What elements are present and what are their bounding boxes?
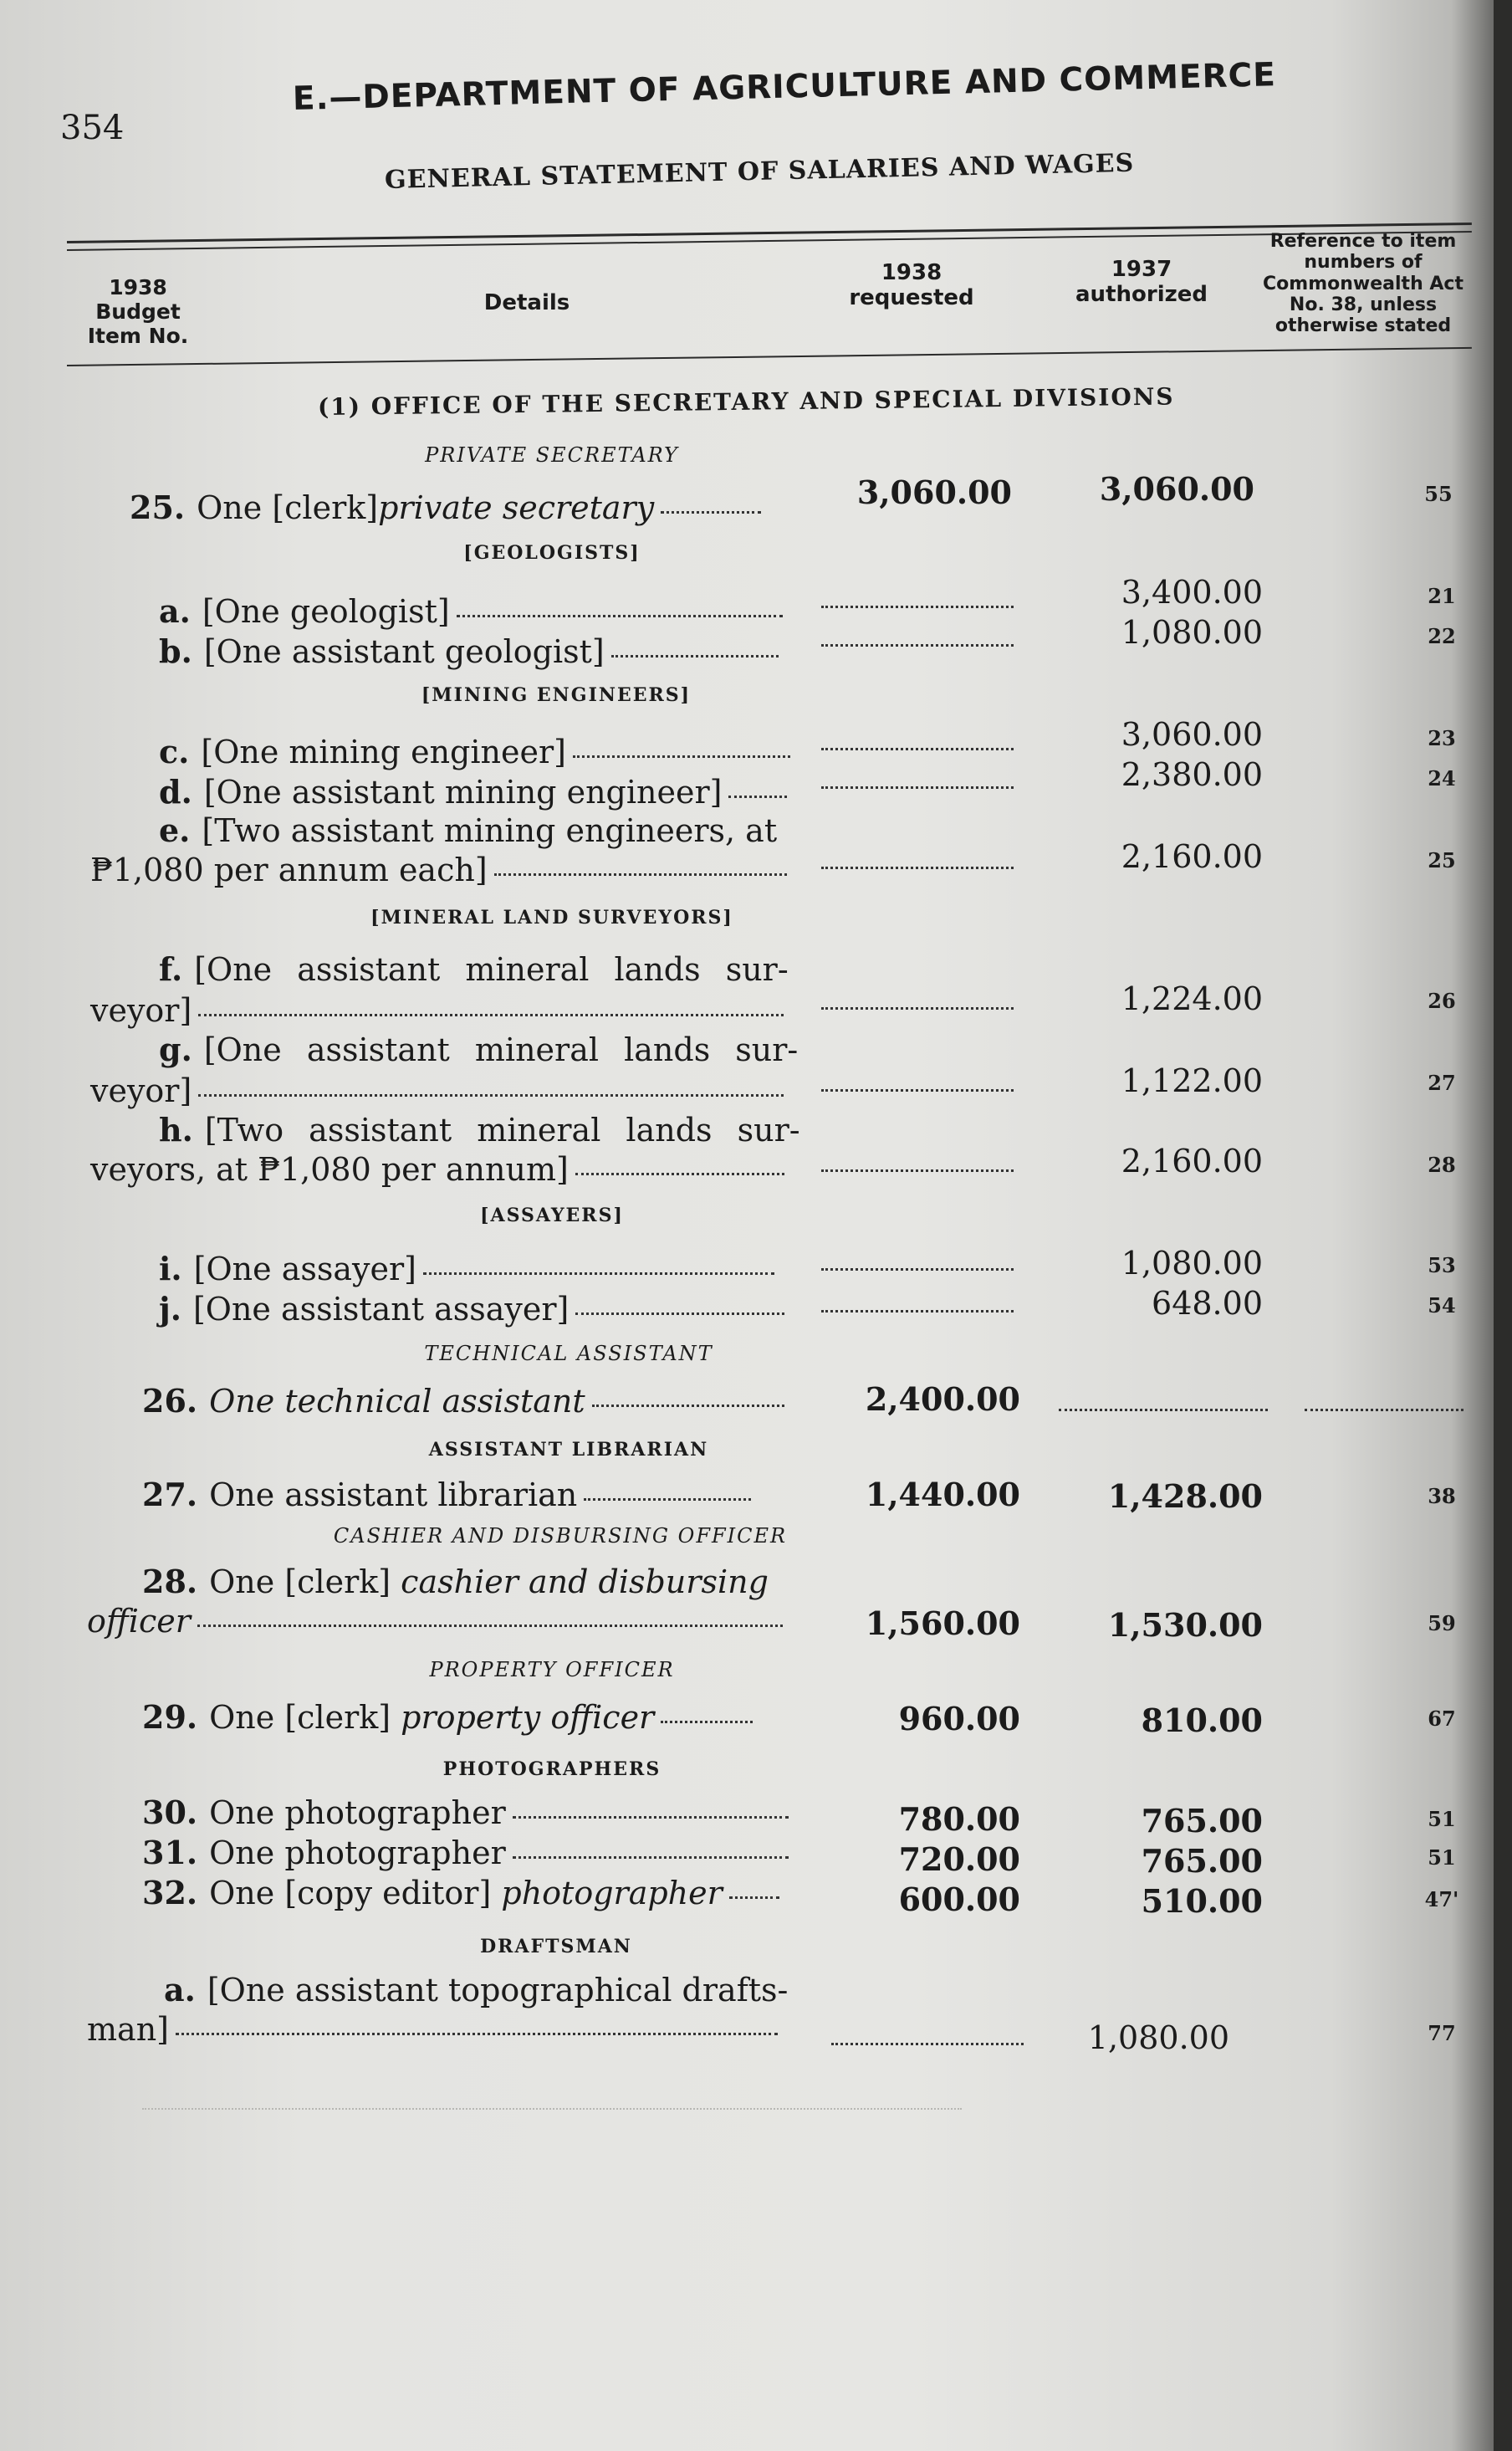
reference-number: 24	[1428, 766, 1456, 791]
table-row-continuation	[90, 1151, 784, 1188]
table-row	[159, 773, 787, 811]
dot-leader	[584, 1498, 751, 1501]
subhead-mining-engineers: [MINING ENGINEERS]	[421, 684, 692, 706]
table-row	[142, 1874, 779, 1911]
authorized-amount: 3,400.00	[1121, 574, 1263, 611]
column-header-reference: Reference to item numbers of Commonwealth Act No. 38, unless otherwise stated	[1263, 231, 1463, 337]
table-row	[159, 1031, 798, 1068]
table-row	[159, 1111, 800, 1149]
table-row-continuation	[90, 1072, 784, 1109]
authorized-amount: 2,160.00	[1121, 838, 1263, 875]
dot-leader	[611, 655, 779, 658]
section-title: (1) OFFICE OF THE SECRETARY AND SPECIAL DIVISIONS	[317, 382, 1175, 421]
item-text: One assistant librarian	[209, 1476, 578, 1513]
reference-number: 26	[1428, 989, 1456, 1013]
item-number: 27.	[142, 1476, 198, 1513]
item-text: [One assayer]	[193, 1251, 416, 1287]
item-number: g.	[159, 1031, 192, 1068]
authorized-amount: 1,080.00	[1121, 614, 1263, 651]
reference-number: 51	[1428, 1807, 1456, 1831]
requested-blank	[821, 748, 1014, 750]
table-row	[159, 811, 777, 849]
table-row	[142, 1698, 753, 1736]
requested-blank	[821, 1007, 1014, 1010]
dot-leader	[575, 1173, 784, 1175]
reference-blank	[1305, 1409, 1463, 1411]
authorized-amount: 765.00	[1141, 1842, 1263, 1880]
dot-leader	[423, 1272, 774, 1275]
page-number: 354	[60, 109, 125, 147]
item-number: 28.	[142, 1563, 198, 1600]
item-text: ₱1,080 per annum each]	[90, 852, 488, 888]
subhead-property-officer: PROPERTY OFFICER	[429, 1658, 675, 1681]
table-row	[159, 632, 779, 670]
dot-leader	[661, 511, 761, 514]
requested-blank	[831, 2043, 1024, 2045]
table-row	[159, 733, 790, 770]
reference-number: 28	[1428, 1153, 1456, 1177]
item-text: [Two assistant mining engineers, at	[202, 812, 778, 849]
requested-amount: 1,440.00	[865, 1476, 1020, 1513]
item-text: [One assistant topographical drafts-	[207, 1972, 789, 2008]
reference-number: 38	[1428, 1484, 1456, 1508]
department-title: E.—DEPARTMENT OF AGRICULTURE AND COMMERCE	[292, 56, 1277, 118]
item-text: [One assistant mineral lands sur-	[194, 951, 789, 988]
requested-blank	[821, 606, 1014, 608]
item-text: One photographer	[209, 1834, 506, 1871]
requested-blank	[821, 786, 1014, 789]
item-text: One [clerk]	[197, 489, 379, 526]
dot-leader	[198, 1014, 784, 1016]
authorized-amount: 1,530.00	[1107, 1606, 1263, 1644]
subhead-cashier: CASHIER AND DISBURSING OFFICER	[333, 1524, 788, 1548]
item-text: [Two assistant mineral lands sur-	[204, 1112, 800, 1149]
authorized-amount: 1,224.00	[1121, 980, 1263, 1017]
requested-blank	[821, 867, 1014, 869]
item-text-italic: private secretary	[378, 489, 655, 526]
item-text-italic: One technical assistant	[209, 1383, 585, 1420]
reference-number: 25	[1428, 848, 1456, 872]
subhead-assistant-librarian: ASSISTANT LIBRARIAN	[428, 1439, 709, 1461]
table-row	[142, 1834, 789, 1871]
item-number: d.	[159, 773, 192, 811]
requested-amount: 780.00	[898, 1800, 1020, 1838]
column-header-authorized: 1937 authorized	[1075, 257, 1208, 307]
table-row	[130, 489, 761, 526]
subhead-draftsman: DRAFTSMAN	[480, 1936, 632, 1957]
reference-number: 22	[1428, 624, 1456, 648]
dot-leader	[513, 1856, 789, 1859]
dot-leader	[197, 1625, 783, 1627]
subhead-photographers: PHOTOGRAPHERS	[442, 1758, 662, 1780]
item-text: veyor]	[90, 992, 192, 1029]
dot-leader	[661, 1721, 753, 1723]
subhead-mineral-land-surveyors: [MINERAL LAND SURVEYORS]	[370, 907, 733, 929]
column-header-details: Details	[483, 290, 570, 315]
subhead-assayers: [ASSAYERS]	[480, 1205, 624, 1226]
authorized-amount: 3,060.00	[1099, 470, 1254, 508]
statement-title: GENERAL STATEMENT OF SALARIES AND WAGES	[384, 148, 1135, 195]
dot-leader	[176, 2033, 778, 2035]
reference-number: 53	[1428, 1253, 1456, 1277]
reference-number: 59	[1428, 1611, 1456, 1635]
requested-amount: 1,560.00	[865, 1604, 1020, 1642]
reference-number: 47'	[1424, 1887, 1459, 1911]
table-row-continuation	[90, 852, 787, 888]
requested-blank	[821, 1089, 1014, 1092]
authorized-amount: 1,080.00	[1087, 2019, 1229, 2056]
item-text: [One geologist]	[202, 593, 450, 630]
reference-number: 21	[1428, 584, 1456, 608]
authorized-amount: 765.00	[1141, 1802, 1263, 1840]
subhead-technical-assistant: TECHNICAL ASSISTANT	[424, 1342, 713, 1365]
item-number: f.	[159, 950, 183, 988]
item-number: e.	[159, 811, 191, 849]
authorized-amount: 2,380.00	[1121, 756, 1263, 793]
item-number: c.	[159, 733, 190, 770]
subhead-private-secretary: PRIVATE SECRETARY	[425, 443, 679, 467]
table-row-continuation	[87, 2011, 778, 2048]
column-header-requested: 1938 requested	[849, 260, 974, 310]
item-text: man]	[87, 2011, 169, 2048]
item-number: 32.	[142, 1874, 198, 1911]
item-text: [One assistant mining engineer]	[203, 774, 723, 811]
item-number: a.	[159, 592, 191, 630]
authorized-amount: 1,080.00	[1121, 1245, 1263, 1282]
item-text: veyors, at ₱1,080 per annum]	[90, 1151, 569, 1188]
table-row	[142, 1563, 769, 1600]
dot-leader	[592, 1405, 784, 1407]
item-text: One [clerk]	[209, 1699, 401, 1736]
authorized-amount: 810.00	[1141, 1701, 1263, 1739]
item-text: veyor]	[90, 1072, 192, 1109]
item-number: b.	[159, 632, 192, 670]
table-row	[159, 1290, 784, 1328]
subhead-geologists: [GEOLOGISTS]	[463, 542, 641, 564]
authorized-blank	[1059, 1409, 1268, 1411]
dot-leader	[728, 796, 787, 798]
requested-blank	[821, 1169, 1014, 1172]
requested-amount: 720.00	[898, 1840, 1020, 1878]
table-row	[164, 1971, 788, 2008]
item-text-italic: photographer	[501, 1875, 723, 1911]
reference-number: 67	[1428, 1706, 1456, 1731]
dot-leader	[729, 1896, 779, 1899]
item-number: 26.	[142, 1382, 198, 1420]
reference-number: 55	[1424, 482, 1453, 506]
dot-leader	[573, 755, 790, 758]
reference-number: 27	[1428, 1071, 1456, 1095]
item-text-italic: property officer	[401, 1699, 655, 1736]
item-text: [One mining engineer]	[201, 734, 566, 770]
item-number: 30.	[142, 1793, 198, 1831]
requested-amount: 2,400.00	[865, 1380, 1020, 1418]
requested-amount: 3,060.00	[856, 473, 1012, 511]
dot-leader	[494, 873, 787, 876]
item-text: [One assistant assayer]	[192, 1291, 570, 1328]
item-number: 31.	[142, 1834, 198, 1871]
item-number: i.	[159, 1250, 182, 1287]
authorized-amount: 3,060.00	[1121, 716, 1263, 753]
table-row	[142, 1476, 751, 1513]
requested-blank	[821, 644, 1014, 647]
table-row	[142, 1382, 784, 1420]
item-number: a.	[164, 1971, 196, 2008]
table-row-continuation	[87, 1603, 783, 1640]
dot-leader	[457, 615, 783, 617]
header-rule-bottom	[67, 347, 1472, 366]
table-row	[142, 1793, 789, 1831]
item-number: h.	[159, 1111, 193, 1149]
reference-number: 23	[1428, 726, 1456, 750]
dot-leader	[575, 1312, 784, 1315]
reference-number: 77	[1428, 2021, 1456, 2045]
column-header-item: 1938 Budget Item No.	[87, 275, 189, 348]
requested-blank	[821, 1310, 1014, 1312]
item-text: One [clerk]	[209, 1563, 401, 1600]
item-text: [One assistant geologist]	[203, 633, 605, 670]
table-row	[159, 1250, 774, 1287]
item-text: One [copy editor]	[209, 1875, 502, 1911]
reference-number: 54	[1428, 1293, 1456, 1318]
requested-amount: 960.00	[898, 1700, 1020, 1737]
bleed-through-line	[142, 2108, 962, 2110]
item-number: j.	[159, 1290, 181, 1328]
item-text-italic: cashier and disbursing	[401, 1563, 769, 1600]
page-edge-shadow	[1494, 0, 1512, 2451]
item-text: [One assistant mineral lands sur-	[203, 1031, 799, 1068]
authorized-amount: 648.00	[1152, 1285, 1263, 1322]
authorized-amount: 1,428.00	[1107, 1477, 1263, 1515]
table-row-continuation	[90, 992, 784, 1029]
dot-leader	[513, 1816, 789, 1819]
authorized-amount: 510.00	[1141, 1882, 1263, 1920]
authorized-amount: 2,160.00	[1121, 1143, 1263, 1179]
item-number: 25.	[130, 489, 186, 526]
authorized-amount: 1,122.00	[1121, 1062, 1263, 1099]
item-text-italic: officer	[87, 1603, 191, 1640]
requested-amount: 600.00	[898, 1880, 1020, 1918]
table-row	[159, 592, 783, 630]
dot-leader	[198, 1094, 784, 1097]
requested-blank	[821, 1268, 1014, 1271]
item-text: One photographer	[209, 1794, 506, 1831]
item-number: 29.	[142, 1698, 198, 1736]
table-row	[159, 950, 789, 988]
reference-number: 51	[1428, 1845, 1456, 1870]
